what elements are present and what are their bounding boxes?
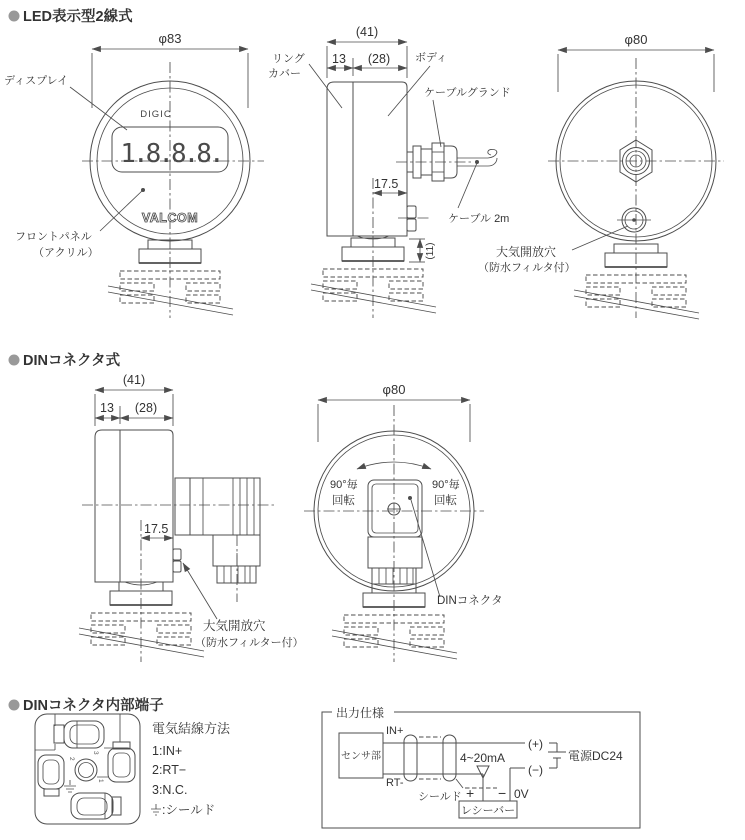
dim-13: 13 bbox=[100, 401, 114, 415]
label-front-panel-1: フロントパネル bbox=[15, 231, 92, 243]
din-connector-side bbox=[175, 478, 260, 602]
side-view-din bbox=[79, 373, 304, 662]
terminal-mark-1: 1 bbox=[97, 779, 104, 783]
wiring-line-1: 1:IN+ bbox=[152, 744, 183, 758]
ground-symbol-icon bbox=[151, 804, 161, 815]
label-rotate-left-2: 回転 bbox=[332, 495, 355, 507]
back-view-din bbox=[304, 382, 503, 662]
label-vent-1: 大気開放穴 bbox=[496, 245, 557, 259]
ring-cover-profile bbox=[95, 430, 120, 582]
label-din-connector: DINコネクタ bbox=[437, 595, 503, 607]
in-plus-label: IN+ bbox=[386, 725, 404, 737]
label-cable-2m: ケーブル 2m bbox=[448, 213, 510, 225]
valcom-logo: VALCOM bbox=[141, 211, 199, 225]
wiring-line-3: 3:N.C. bbox=[152, 783, 188, 797]
terminal-mark-3: 3 bbox=[92, 751, 99, 755]
led-digits: 1.8.8.8. bbox=[120, 139, 222, 169]
battery-symbol bbox=[548, 752, 566, 758]
section1-title-text: LED表示型2線式 bbox=[23, 9, 133, 25]
label-rotate-right-2: 回転 bbox=[434, 495, 457, 507]
dim-phi83: φ83 bbox=[158, 31, 182, 46]
sensor-label: センサ部 bbox=[341, 751, 381, 762]
dim-phi80: φ80 bbox=[382, 382, 406, 397]
label-vent-2: （防水フィルター付） bbox=[195, 637, 304, 649]
label-cable-gland: ケーブルグランド bbox=[424, 87, 511, 99]
zero-volt-label: 0V bbox=[514, 787, 529, 801]
receiver-minus-terminal: − bbox=[498, 785, 507, 801]
body-profile bbox=[353, 82, 407, 236]
display-brand: DIGIC bbox=[140, 109, 172, 120]
section3-title bbox=[9, 696, 165, 714]
back-view-led bbox=[478, 32, 724, 319]
dim-28: (28) bbox=[134, 401, 158, 415]
vent-bump-side1 bbox=[398, 206, 430, 231]
dim-13: 13 bbox=[332, 52, 346, 66]
front-view-led bbox=[4, 31, 264, 318]
dim-175: 17.5 bbox=[144, 522, 169, 536]
label-rotate-right-1: 90°毎 bbox=[432, 479, 460, 491]
wiring-line-ground: :シールド bbox=[162, 803, 216, 817]
section2-title-text: DINコネクタ式 bbox=[23, 353, 121, 369]
label-vent-1: 大気開放穴 bbox=[203, 619, 266, 633]
label-vent-2: （防水フィルタ付） bbox=[478, 262, 576, 274]
rt-minus-label: RT- bbox=[386, 777, 404, 789]
plus-label: (+) bbox=[528, 737, 543, 751]
label-rotate-left-1: 90°毎 bbox=[330, 479, 358, 491]
label-front-panel-2: （アクリル） bbox=[33, 247, 99, 259]
terminal-diagram bbox=[35, 714, 140, 824]
output-spec-circuit bbox=[322, 705, 640, 828]
cable-end-hook bbox=[488, 149, 497, 166]
dim-phi80: φ80 bbox=[624, 32, 648, 47]
current-label: 4~20mA bbox=[460, 751, 506, 765]
wiring-line-2: 2:RT− bbox=[152, 763, 187, 777]
wiring-method bbox=[151, 721, 231, 817]
dim-41: (41) bbox=[355, 25, 379, 39]
label-display: ディスプレイ bbox=[4, 75, 69, 87]
body-profile bbox=[120, 430, 173, 582]
ground-symbol-icon bbox=[64, 780, 76, 792]
terminal-mark-2: 2 bbox=[68, 757, 75, 761]
dim-28: (28) bbox=[367, 52, 391, 66]
side-view-led bbox=[268, 25, 511, 318]
label-ring-cover-2: カバー bbox=[268, 68, 301, 80]
bullet-icon bbox=[9, 355, 20, 366]
receiver-plus-terminal: + bbox=[466, 785, 475, 801]
section2-title bbox=[9, 352, 121, 369]
section1-title bbox=[9, 7, 134, 25]
minus-label: (−) bbox=[528, 763, 543, 777]
bullet-icon bbox=[9, 11, 20, 22]
label-ring-cover-1: リング bbox=[272, 53, 305, 65]
section3-title-text: DINコネクタ内部端子 bbox=[23, 698, 164, 714]
cable-gland bbox=[396, 143, 497, 181]
receiver-label: レシーバー bbox=[460, 805, 516, 817]
wiring-heading: 電気結線方法 bbox=[152, 721, 231, 736]
shield-label: シールド bbox=[418, 791, 462, 803]
power-label: 電源DC24 bbox=[568, 749, 623, 763]
dim-175: 17.5 bbox=[374, 177, 399, 191]
dim-41: (41) bbox=[122, 373, 146, 387]
din-connector-front bbox=[368, 480, 422, 584]
label-body: ボディ bbox=[415, 52, 448, 64]
bullet-icon bbox=[9, 700, 20, 711]
vent-bump-side2 bbox=[173, 549, 181, 572]
circuit-title: 出力仕様 bbox=[336, 706, 385, 720]
dim-11: (11) bbox=[425, 242, 436, 260]
